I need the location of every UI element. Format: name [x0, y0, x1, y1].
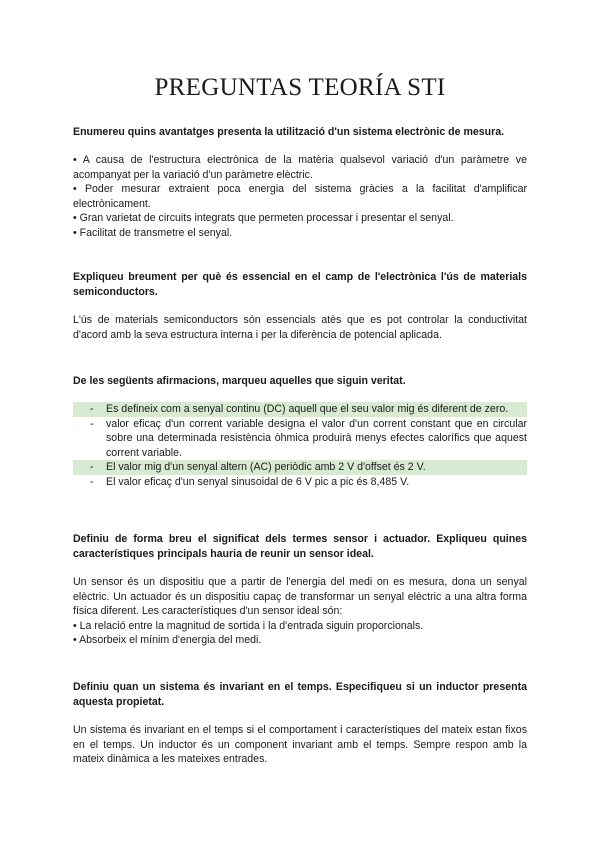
statement-option-2: [73, 417, 527, 461]
statement-text: Es defineix com a senyal continu (DC) aquell que el seu valor mig és diferent de zero.: [106, 403, 509, 415]
list-item: • Gran varietat de circuits integrats que permeten processar i presentar el senyal.: [73, 212, 454, 224]
page-title: PREGUNTAS TEORÍA STI: [154, 74, 446, 101]
answer-semiconductors: L'ús de materials semiconductors són essencials atès que es pot controlar la conductivitat d'acord amb la seva estructura interna i per la diferència de potencial aplicada.: [73, 314, 527, 341]
sensor-characteristics-list: [73, 619, 527, 648]
advantages-list: [73, 153, 527, 240]
question-advantages: Enumereu quins avantatges presenta la utilització d'un sistema electrònic de mesura.: [73, 126, 505, 138]
statement-option-4: [73, 475, 527, 490]
dash-marker: -: [90, 461, 94, 473]
answer-time-invariant: Un sistema és invariant en el temps si el comportament i característiques del mateix estan fixos en el temps. Un inductor és un component invariant amb el temps. Sempre respon amb la mateix dinàmica a les mateixes entrades.: [73, 724, 527, 765]
question-statements: De les següents afirmacions, marqueu aquelles que siguin veritat.: [73, 375, 406, 387]
statement-text: El valor eficaç d'un senyal sinusoidal de 6 V pic a pic és 8,485 V.: [106, 475, 410, 488]
list-item: • A causa de l'estructura electrònica de la matèria qualsevol variació d'un paràmetre ve acompanyat per la variació d'un paràmetre elèctric.: [73, 154, 527, 181]
dash-marker: -: [90, 475, 94, 488]
question-block-sensor-actuator: [73, 532, 527, 648]
question-block-statements: [73, 374, 527, 489]
statement-text: valor eficaç d'un corrent variable designa el valor d'un corrent constant que en circular sobre una determinada resistència òhmica produirà menys efectes calorífics que aquest corrent variable.: [106, 417, 527, 459]
list-item: • Absorbeix el mínim d'energia del medi.: [73, 634, 262, 646]
answer-sensor-actuator: Un sensor és un dispositiu que a partir de l'energia del medi on es mesura, dona un senyal elèctric. Un actuador és un dispositiu capaç de transformar un senyal elèctric a una altra forma física diferent. Les característiques d'un sensor ideal són:: [73, 576, 527, 617]
question-sensor-actuator: Definiu de forma breu el significat dels termes sensor i actuador. Expliqueu quines característiques principals hauria de reunir un sensor ideal.: [73, 533, 527, 560]
list-item: • La relació entre la magnitud de sortida i la d'entrada siguin proporcionals.: [73, 619, 424, 632]
statement-option-1: [73, 402, 527, 417]
question-block-semiconductors: [73, 270, 527, 342]
statement-option-3: [73, 460, 527, 475]
statement-text: El valor mig d'un senyal altern (AC) periòdic amb 2 V d'offset és 2 V.: [106, 461, 426, 473]
question-block-advantages: [73, 125, 527, 240]
dash-marker: -: [90, 417, 94, 430]
question-semiconductors: Expliqueu breument per què és essencial en el camp de l'electrònica l'ús de materials semiconductors.: [73, 271, 527, 298]
list-item: • Facilitat de transmetre el senyal.: [73, 226, 233, 239]
question-block-time-invariant: [73, 680, 527, 767]
dash-marker: -: [90, 403, 94, 415]
list-item: • Poder mesurar extraient poca energia del sistema gràcies a la facilitat d'amplificar electrònicament.: [73, 183, 527, 210]
question-time-invariant: Definiu quan un sistema és invariant en el temps. Especifiqueu si un inductor presenta aquesta propietat.: [73, 681, 527, 708]
statements-list: [73, 402, 527, 489]
